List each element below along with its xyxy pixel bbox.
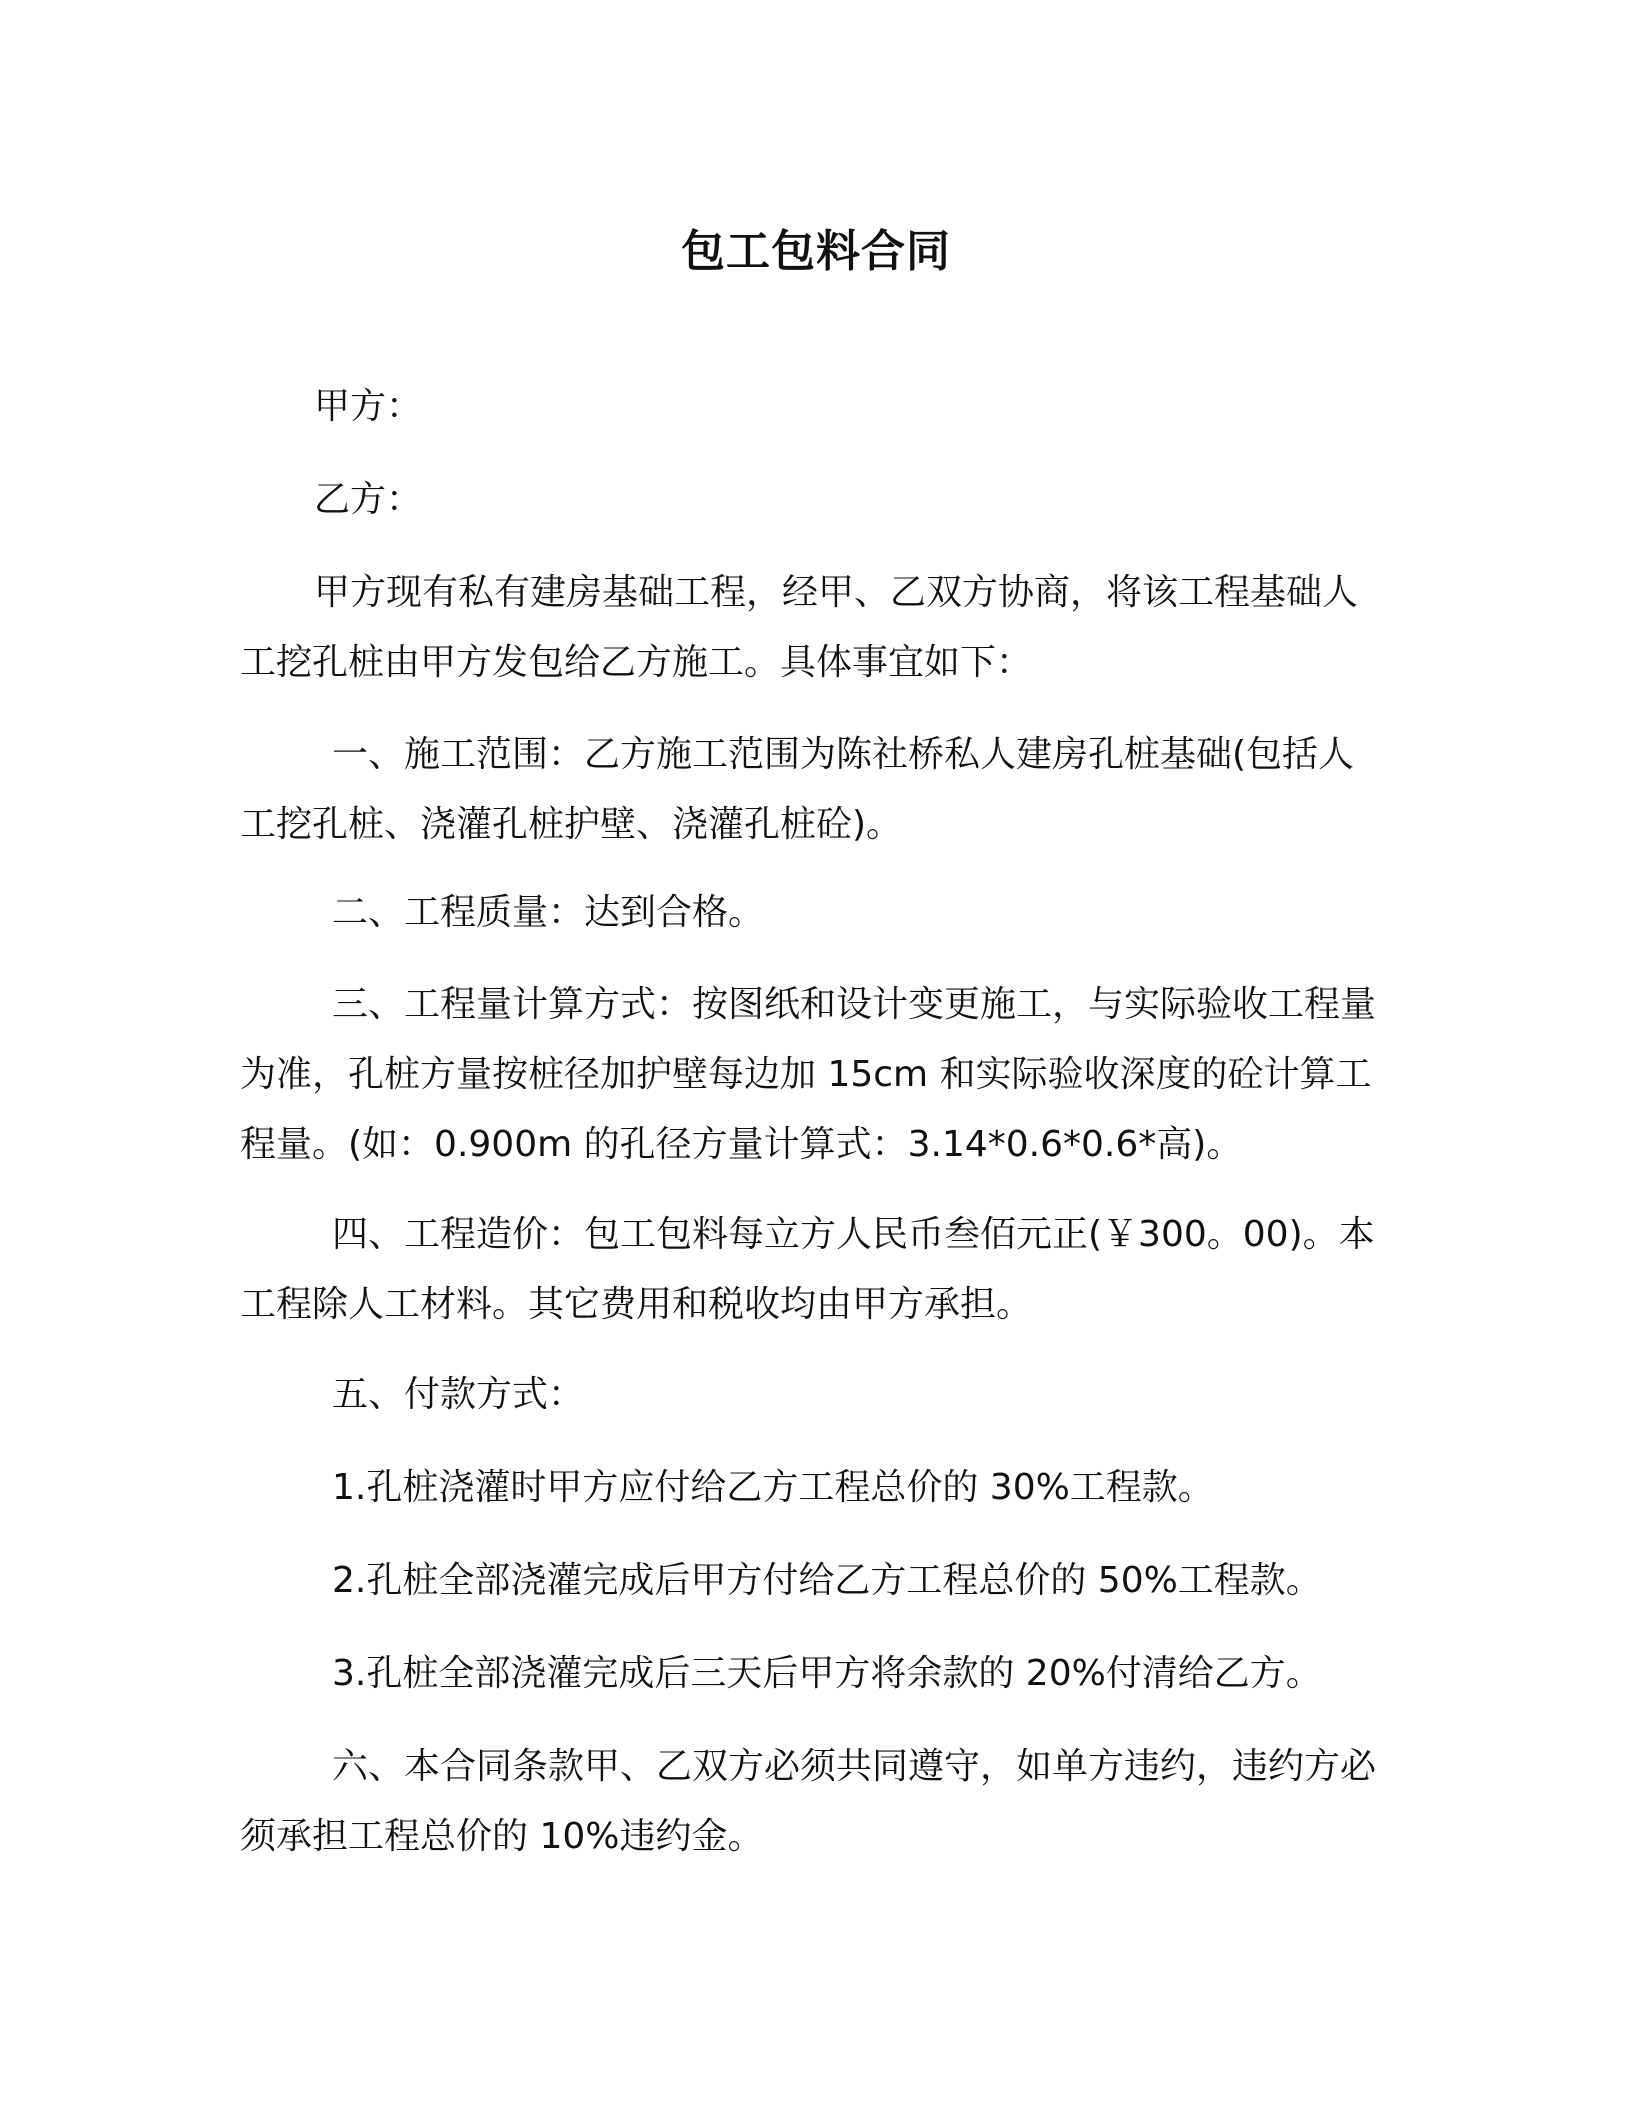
clause-price: 四、工程造价：包工包料每立方人民币叁佰元正(￥300。00)。本工程除人工材料。其它费用和税收均由甲方承担。 bbox=[240, 1214, 1375, 1325]
intro-paragraph: 甲方现有私有建房基础工程，经甲、乙双方协商，将该工程基础人工挖孔桩由甲方发包给乙方施工。具体事宜如下： bbox=[240, 572, 1359, 683]
clause-scope: 一、施工范围：乙方施工范围为陈社桥私人建房孔桩基础(包括人工挖孔桩、浇灌孔桩护壁、浇灌孔桩砼)。 bbox=[240, 734, 1355, 845]
clause-quality: 二、工程质量：达到合格。 bbox=[332, 892, 765, 933]
payment-item-2: 2.孔桩全部浇灌完成后甲方付给乙方工程总价的 50%工程款。 bbox=[332, 1560, 1322, 1601]
clause-payment-heading: 五、付款方式： bbox=[332, 1374, 585, 1415]
payment-item-1: 1.孔桩浇灌时甲方应付给乙方工程总价的 30%工程款。 bbox=[332, 1467, 1214, 1508]
payment-item-3: 3.孔桩全部浇灌完成后三天后甲方将余款的 20%付清给乙方。 bbox=[332, 1653, 1322, 1694]
clause-breach: 六、本合同条款甲、乙双方必须共同遵守，如单方违约，违约方必须承担工程总价的 10%违约金。 bbox=[240, 1746, 1377, 1857]
party-b-line: 乙方： bbox=[314, 479, 423, 520]
clause-quantity-calculation: 三、工程量计算方式：按图纸和设计变更施工，与实际验收工程量为准，孔桩方量按桩径加护壁每边加 15cm 和实际验收深度的砼计算工程量。(如：0.900m 的孔径方量计算式：3.14*0.6*0.6*高)。 bbox=[240, 984, 1377, 1165]
party-a-line: 甲方： bbox=[314, 386, 423, 427]
document-title: 包工包料合同 bbox=[681, 226, 951, 277]
